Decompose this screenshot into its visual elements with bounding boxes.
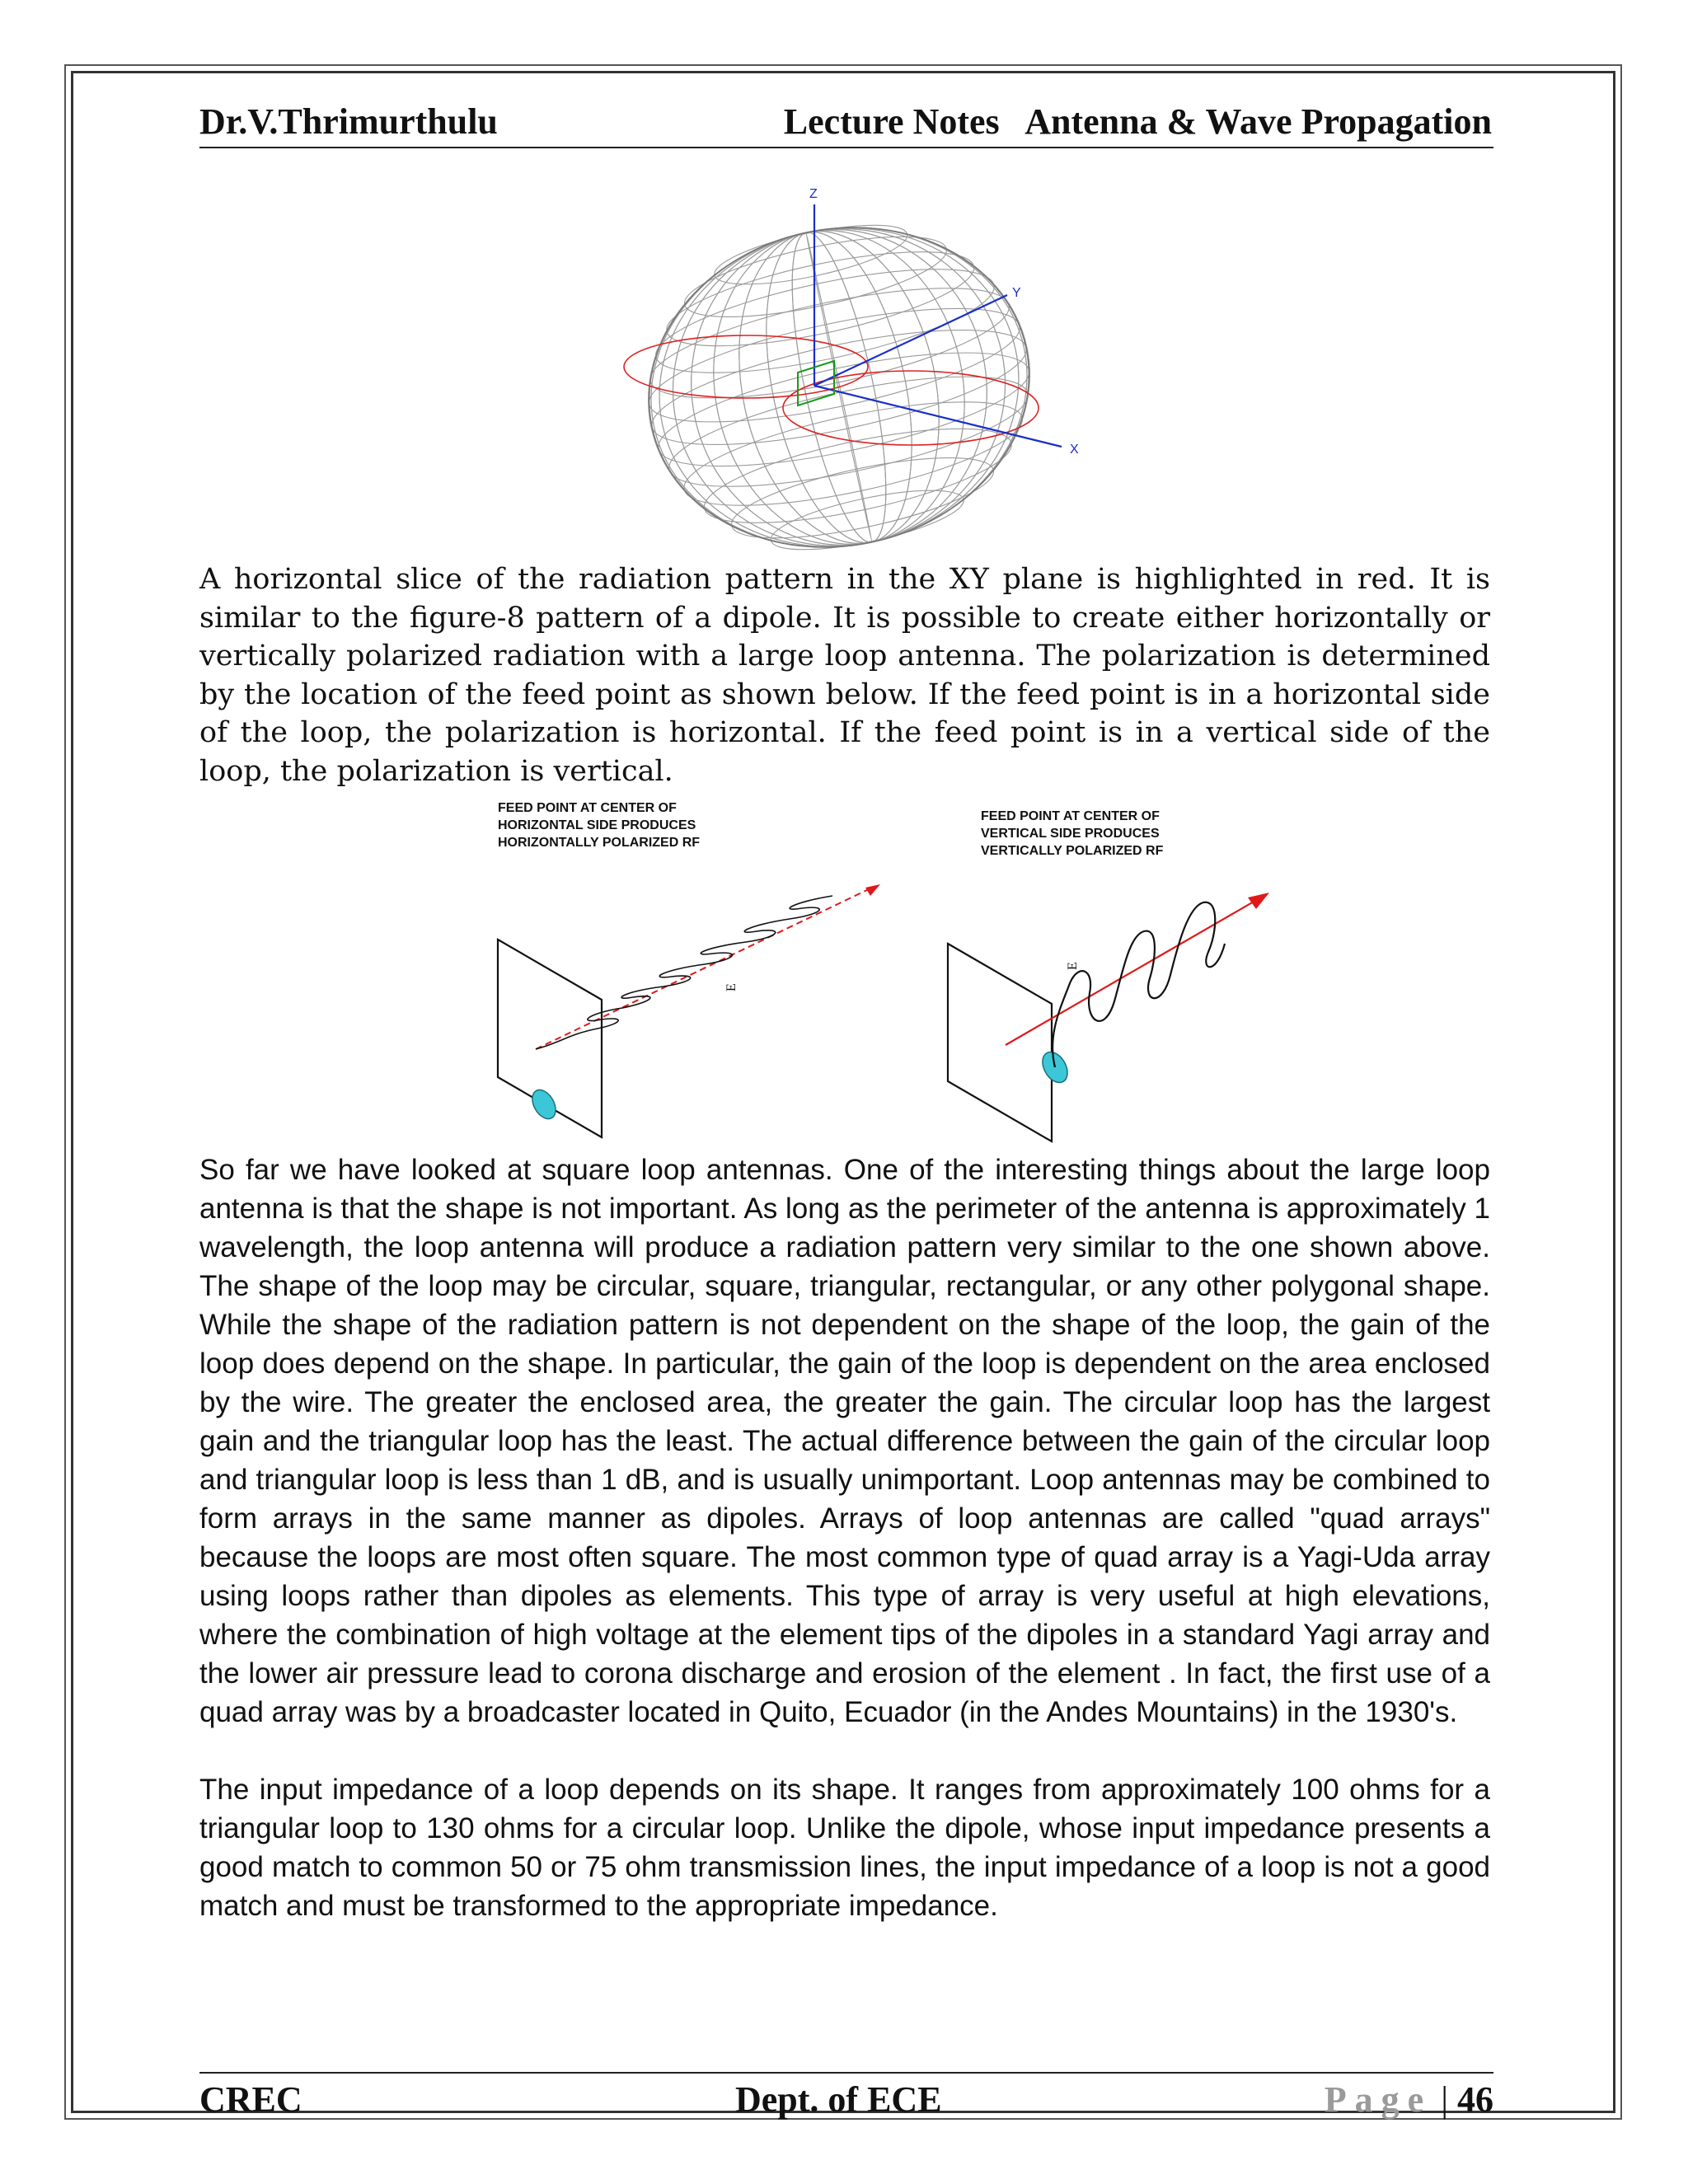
horizontal-e-field-label: E: [724, 983, 738, 991]
header-author: Dr.V.Thrimurthulu: [199, 101, 498, 142]
footer-page-block: [1325, 2079, 1493, 2121]
footer-department: Dept. of ECE: [735, 2079, 942, 2120]
mesh-meridian: [618, 193, 1060, 552]
mesh-parallel: [659, 232, 981, 365]
z-axis-label: Z: [809, 187, 818, 201]
vertical-arrow-head: [1248, 893, 1269, 909]
page-footer: [199, 2072, 1493, 2121]
page-header: [199, 97, 1493, 148]
right-label-line-2: VERTICAL SIDE PRODUCES: [981, 827, 1160, 841]
left-label-line-2: HORIZONTAL SIDE PRODUCES: [498, 818, 696, 832]
horizontal-arrow-head: [865, 884, 880, 896]
wireframe-mesh: [618, 193, 1060, 552]
left-label-line-3: HORIZONTALLY POLARIZED RF: [498, 836, 701, 850]
horizontal-wave: [536, 896, 832, 1049]
mesh-meridian: [621, 193, 1057, 552]
mesh-meridian: [621, 193, 1057, 552]
mesh-outline: [619, 193, 1059, 552]
horizontal-feed-point-source: [528, 1086, 560, 1123]
header-title: Lecture Notes Antenna & Wave Propagation: [783, 101, 1492, 142]
left-label-line-1: FEED POINT AT CENTER OF: [498, 801, 677, 815]
y-axis-label: Y: [1012, 286, 1021, 300]
paragraph-loop-shape: So far we have looked at square loop antennas. One of the interesting things about the large loop antenna is that the shape is not important. As long as the perimeter of the antenna is approximately 1 wavelength, the loop antenna will produce a radiation pattern very similar to the one shown above. The shape of the loop may be circular, square, triangular, rectangular, or any other polygonal shape. While the shape of the radiation pattern is not dependent on the shape of the loop, the gain of the loop does depend on the shape. In particular, the gain of the loop is dependent on the area enclosed by the wire. The greater the enclosed area, the greater the gain. The circular loop has the largest gain and the triangular loop has the least. The actual difference between the gain of the circular loop and triangular loop is less than 1 dB, and is usually unimportant. Loop antennas may be combined to form arrays in the same manner as dipoles. Arrays of loop antennas are called "quad arrays" because the loops are most often square. The most common type of quad array is a Yagi-Uda array using loops rather than dipoles as elements. This type of array is very useful at high elevations, where the combination of high voltage at the element tips of the dipoles in a standard Yagi array and the lower air pressure lead to corona discharge and erosion of the element . In fact, the first use of a quad array was by a broadcaster located in Quito, Ecuador (in the Andes Mountains) in the 1930's.: [199, 1154, 1490, 1728]
footer-page-number: 46: [1457, 2079, 1493, 2120]
footer-college: CREC: [199, 2079, 302, 2120]
mesh-parallel: [676, 381, 1029, 527]
paragraph-radiation-slice: A horizontal slice of the radiation pattern in the XY plane is highlighted in red. It is similar to the figure-8 pattern of a dipole. It is possible to create either horizontally or vertically polarized radiation with a large loop antenna. The polarization is determined by the location of the feed point as shown below. If the feed point is in a horizontal side of the loop, the polarization is horizontal. If the feed point is in a vertical side of the loop, the polarization is vertical.: [199, 563, 1490, 788]
mesh-parallel: [725, 441, 999, 552]
right-label-line-1: FEED POINT AT CENTER OF: [981, 809, 1160, 823]
horizontal-propagation-arrow: [536, 888, 872, 1049]
y-axis: [814, 295, 1007, 386]
vertical-propagation-arrow: [1006, 898, 1259, 1045]
vertical-wave: [1053, 902, 1225, 1067]
paragraph-input-impedance: The input impedance of a loop depends on its shape. It ranges from approximately 100 ohms for a triangular loop to 130 ohms for a circular loop. Unlike the dipole, whose input impedance presents a good match to common 50 or 75 ohm transmission lines, the input impedance of a loop is not a good match and must be transformed to the appropriate impedance.: [199, 1774, 1490, 1922]
x-axis-label: X: [1070, 443, 1079, 457]
mesh-parallel: [650, 330, 1038, 490]
mesh-parallel: [678, 220, 952, 333]
feed-point-polarization-figure: [478, 795, 1302, 1150]
footer-page-word: Page: [1324, 2079, 1432, 2120]
vertical-e-field-label: E: [1066, 962, 1080, 970]
footer-separator: |: [1441, 2079, 1448, 2120]
vertical-feed-loop: [948, 944, 1052, 1141]
mesh-parallel: [697, 410, 1019, 542]
mesh-meridian: [618, 193, 1060, 552]
radiation-pattern-figure: [602, 181, 1113, 552]
right-label-line-3: VERTICALLY POLARIZED RF: [981, 844, 1164, 858]
